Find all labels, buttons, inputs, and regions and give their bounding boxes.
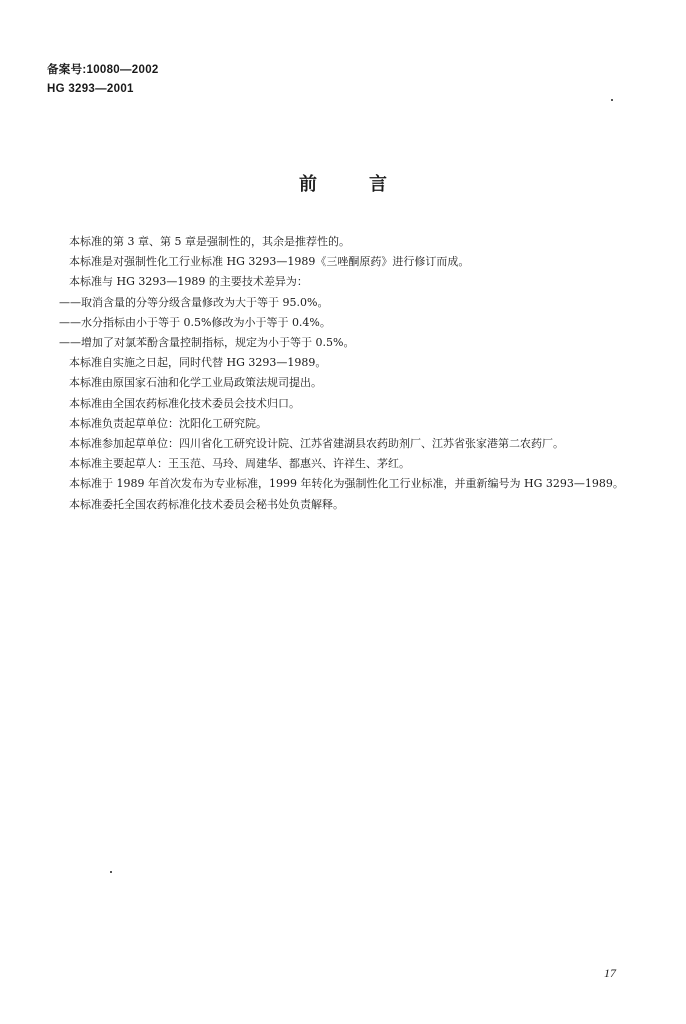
title-char-1: 前 <box>299 174 317 195</box>
paragraph: 本标准委托全国农药标准化技术委员会秘书处负责解释。 <box>69 497 344 511</box>
list-item: ——增加了对氯苯酚含量控制指标，规定为小于等于 0.5%。 <box>59 336 355 350</box>
paragraph: 本标准由全国农药标准化技术委员会技术归口。 <box>69 396 300 410</box>
page-number: 17 <box>604 966 616 980</box>
paragraph: 本标准参加起草单位：四川省化工研究设计院、江苏省建湖县农药助剂厂、江苏省张家港第二农药厂。 <box>69 437 564 451</box>
paragraph: 本标准与 HG 3293—1989 的主要技术差异为： <box>69 275 308 289</box>
paragraph: 本标准于 1989 年首次发布为专业标准，1999 年转化为强制性化工行业标准，并重新编号为 HG 3293—1989。 <box>69 477 624 491</box>
standard-code: HG 3293—2001 <box>47 83 134 95</box>
paragraph: 本标准由原国家石油和化学工业局政策法规司提出。 <box>69 376 322 390</box>
filing-number: 备案号:10080—2002 <box>47 64 159 76</box>
paragraph: 本标准自实施之日起，同时代替 HG 3293—1989。 <box>69 356 327 370</box>
paragraph: 本标准的第 3 章、第 5 章是强制性的，其余是推荐性的。 <box>69 235 350 248</box>
list-item: ——取消含量的分等分级含量修改为大于等于 95.0%。 <box>59 295 329 309</box>
foreword-body <box>47 232 637 515</box>
page-title <box>0 170 686 196</box>
paragraph: 本标准负责起草单位：沈阳化工研究院。 <box>69 416 267 430</box>
scan-speck <box>611 99 613 101</box>
list-item: ——水分指标由小于等于 0.5%修改为小于等于 0.4%。 <box>59 315 331 329</box>
paragraph: 本标准主要起草人：王玉范、马玲、周建华、都惠兴、许祥生、茅红。 <box>69 457 410 471</box>
scan-speck <box>110 871 112 873</box>
document-header <box>47 61 159 99</box>
paragraph: 本标准是对强制性化工行业标准 HG 3293—1989《三唑酮原药》进行修订而成。 <box>69 255 470 269</box>
title-char-2: 言 <box>369 174 387 195</box>
